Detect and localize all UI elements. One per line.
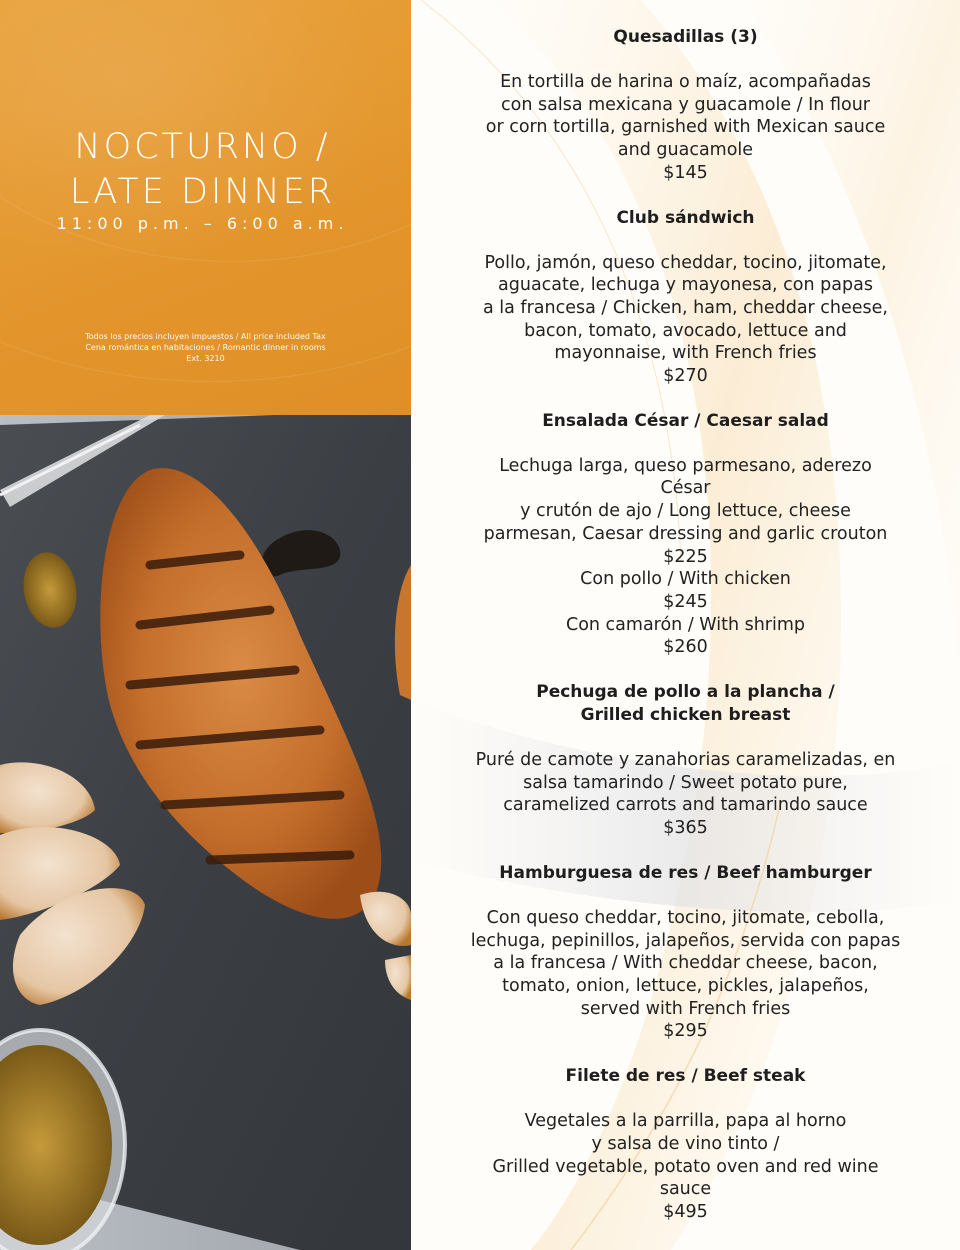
item-description: Vegetales a la parrilla, papa al horno y salsa de vino tinto / Grilled vegetable, potato oven and red wine sauce	[492, 1111, 879, 1200]
item-extra-label: Con pollo / With chicken	[580, 569, 791, 590]
item-name: Hamburguesa de res / Beef hamburger	[499, 862, 872, 883]
menu-title-line2: LATE DINNER	[69, 172, 336, 212]
item-name: Pechuga de pollo a la plancha / Grilled chicken breast	[536, 682, 835, 726]
item-price: $270	[663, 366, 708, 387]
item-price: $225	[663, 546, 708, 567]
menu-title-line1: NOCTURNO /	[74, 127, 331, 167]
item-description: Pollo, jamón, queso cheddar, tocino, jitomate, aguacate, lechuga y mayonesa, con papas a la francesa / Chicken, ham, cheddar cheese, bacon, tomato, avocado, lettuce and mayonnaise, with French fries	[482, 252, 888, 364]
menu-item	[411, 207, 960, 388]
left-panel	[0, 0, 411, 1250]
item-description: Con queso cheddar, tocino, jitomate, cebolla, lechuga, pepinillos, jalapeños, servida con papas a la francesa / With cheddar cheese, bacon, tomato, onion, lettuce, pickles, jalapeños, served with French fries	[470, 907, 901, 1019]
extension-note: Ext. 3210	[186, 354, 225, 363]
item-description: Lechuga larga, queso parmesano, aderezo César y crutón de ajo / Long lettuce, cheese parmesan, Caesar dressing and garlic crouton	[483, 455, 888, 544]
item-name: Quesadillas (3)	[613, 27, 758, 47]
menu-item	[411, 862, 960, 1043]
item-price: $295	[663, 1021, 708, 1042]
menu-item	[411, 410, 960, 659]
menu-item	[411, 1065, 960, 1224]
menu-panel	[411, 0, 960, 1250]
header-notes	[0, 331, 411, 364]
item-name: Filete de res / Beef steak	[565, 1066, 806, 1087]
item-description: En tortilla de harina o maíz, acompañadas con salsa mexicana y guacamole / In flour or corn tortilla, garnished with Mexican sauce and guacamole	[485, 72, 886, 161]
item-extra-price: $260	[663, 637, 708, 658]
service-hours: 11:00 p.m. – 6:00 a.m.	[56, 214, 349, 233]
item-description: Puré de camote y zanahorias caramelizadas, en salsa tamarindo / Sweet potato pure, caramelized carrots and tamarindo sauce	[475, 750, 896, 816]
item-extra-price: $245	[663, 591, 708, 612]
item-name: Ensalada César / Caesar salad	[542, 410, 829, 431]
header-banner	[0, 0, 411, 415]
item-price: $145	[663, 162, 708, 183]
item-name: Club sándwich	[616, 207, 755, 228]
menu-list	[411, 26, 960, 1224]
tax-note: Todos los precios incluyen impuestos / All price included Tax	[85, 332, 326, 341]
menu-item	[411, 26, 960, 185]
item-extra-label: Con camarón / With shrimp	[565, 614, 806, 635]
item-price: $365	[663, 818, 708, 839]
item-price: $495	[663, 1201, 708, 1222]
romantic-dinner-note: Cena romántica en habitaciones / Romantic dinner in rooms	[85, 343, 326, 352]
grilled-chicken-photo	[0, 415, 411, 1250]
menu-item	[411, 681, 960, 840]
